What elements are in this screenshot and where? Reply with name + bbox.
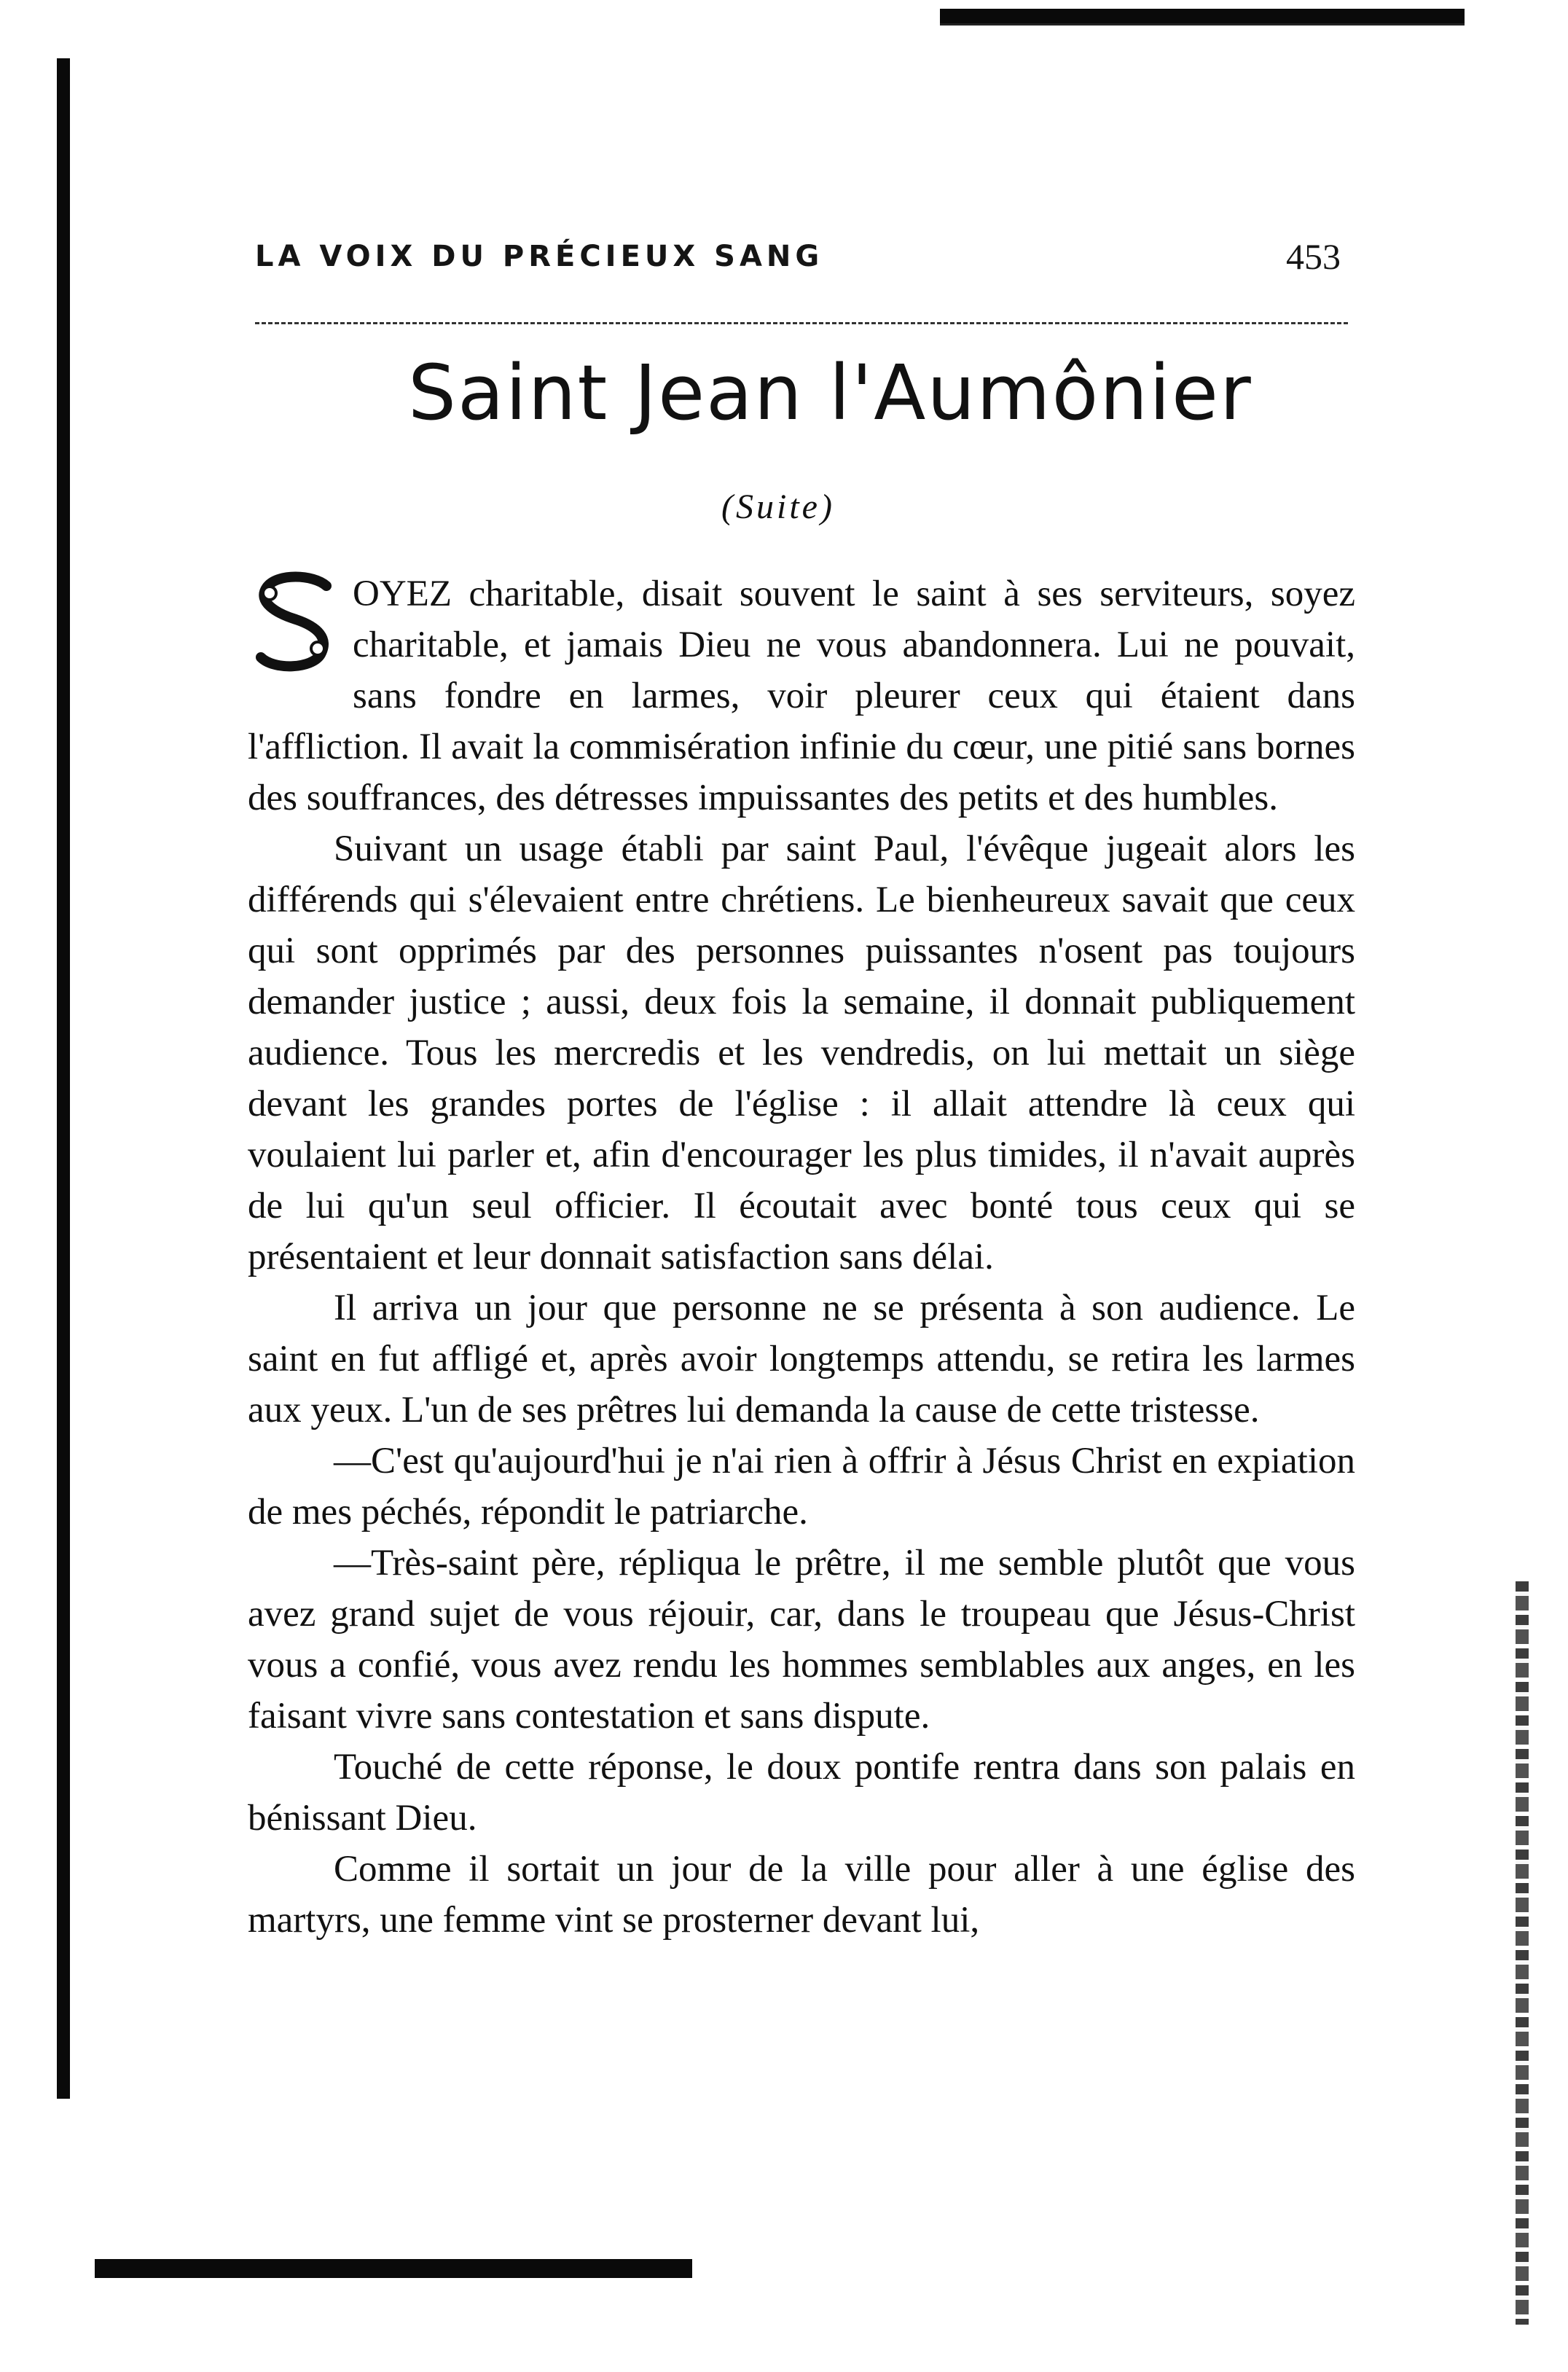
article-body [248, 568, 1355, 1946]
drop-cap [248, 571, 342, 672]
drop-cap-ornament [248, 571, 342, 672]
paragraph-4: —C'est qu'aujourd'hui je n'ai rien à offrir à Jésus Christ en expiation de mes péchés, répondit le patriarche. [248, 1441, 1355, 1533]
paragraph-2: Suivant un usage établi par saint Paul, l'évêque jugeait alors les différends qui s'élevaient entre chrétiens. Le bienheureux savait que ceux qui sont opprimés par des personnes puissantes n'osent pas toujours demander justice ; aussi, deux fois la semaine, il donnait publiquement audience. Tous les mercredis et les vendredis, on lui mettait un siège devant les grandes portes de l'église : il allait attendre là ceux qui voulaient lui parler et, afin d'encourager les plus timides, il n'avait auprès de lui qu'un seul officier. Il écoutait avec bonté tous ceux qui se présentaient et leur donnait satisfaction sans délai. [248, 829, 1355, 1277]
paragraph-1 [248, 568, 1355, 823]
page-number: 453 [1286, 236, 1341, 277]
article-title: Saint Jean l'Aumônier [408, 348, 1253, 437]
header-divider [255, 322, 1348, 324]
scan-edge-right [1516, 1581, 1529, 2325]
scan-border-bottom [95, 2259, 692, 2278]
paragraph-7: Comme il sortait un jour de la ville pour aller à une église des martyrs, une femme vint se prosterner devant lui, [248, 1849, 1355, 1941]
scan-border-top-thin [940, 23, 1465, 26]
paragraph-1-text: OYEZ charitable, disait souvent le saint à ses serviteurs, soyez charitable, et jamais Dieu ne vous abandonnera. Lui ne pouvait, sans fondre en larmes, voir pleurer ceux qui étaient dans l'affliction. Il avait la commisération infinie du cœur, une pitié sans bornes des souffrances, des détresses impuissantes des petits et des humbles. [248, 574, 1355, 818]
paragraph-3: Il arriva un jour que personne ne se présenta à son audience. Le saint en fut affligé et, après avoir longtemps attendu, se retira les larmes aux yeux. L'un de ses prêtres lui demanda la cause de cette tristesse. [248, 1288, 1355, 1430]
article-subtitle: (Suite) [721, 488, 835, 526]
paragraph-5: —Très-saint père, répliqua le prêtre, il me semble plutôt que vous avez grand sujet de vous réjouir, car, dans le troupeau que Jésus-Christ vous a confié, vous avez rendu les hommes semblables aux anges, en les faisant vivre sans contestation et sans dispute. [248, 1543, 1355, 1737]
paragraph-6: Touché de cette réponse, le doux pontife rentra dans son palais en bénissant Dieu. [248, 1747, 1355, 1839]
running-head [255, 235, 1348, 278]
scan-border-left [57, 58, 70, 2099]
scan-border-top [940, 9, 1465, 25]
running-head-title: LA VOIX DU PRÉCIEUX SANG [255, 240, 824, 273]
